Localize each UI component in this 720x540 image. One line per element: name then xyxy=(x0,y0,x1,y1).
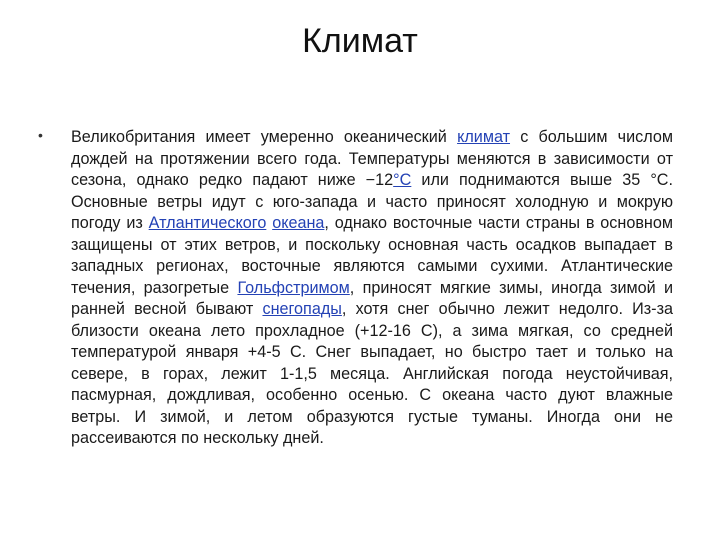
paragraph-text: , однако восточные части страны в основном защищены от этих ветров, и поскольку основная часть осадков выпадает в западных регионах, восточные являются самыми сухими. Атлантические течения, разогретые xyxy=(71,214,673,297)
hyperlink[interactable]: Атлантического xyxy=(148,214,267,232)
paragraph-text: с большим числом дождей на протяжении всего года. Температуры меняются в зависимости от сезона, однако редко падают ниже −12 xyxy=(71,128,673,189)
paragraph-text: Великобритания имеет умеренно океанический xyxy=(71,128,458,146)
climate-paragraph xyxy=(71,127,673,450)
hyperlink[interactable]: океана xyxy=(272,214,325,232)
paragraph-text: , приносят мягкие зимы, иногда зимой и ранней весной бывают xyxy=(71,278,673,318)
hyperlink[interactable]: снегопады xyxy=(262,300,342,318)
hyperlink[interactable]: °C xyxy=(393,171,412,189)
paragraph-text: , хотя снег обычно лежит недолго. Из-за близости океана лето прохладное (+12-16 С), а зима мягкая, со средней температурой января +4-5 С. Снег выпадает, но быстро тает и только на севере, в горах, лежит 1-1,5 месяца. Английская погода неустойчивая, пасмурная, дождливая, особенно осенью. С океана часто дуют влажные ветры. И зимой, и летом образуются густые туманы. Иногда они не рассеиваются по нескольку дней. xyxy=(71,300,673,447)
hyperlink[interactable]: климат xyxy=(457,128,511,146)
bullet-icon: • xyxy=(38,127,43,143)
paragraph-text: или поднимаются выше 35 °C. Основные ветры идут с юго-запада и часто приносят холодную и мокрую погоду из xyxy=(71,171,673,232)
slide-title: Климат xyxy=(302,22,418,60)
hyperlink[interactable]: Гольфстримом xyxy=(237,278,350,297)
